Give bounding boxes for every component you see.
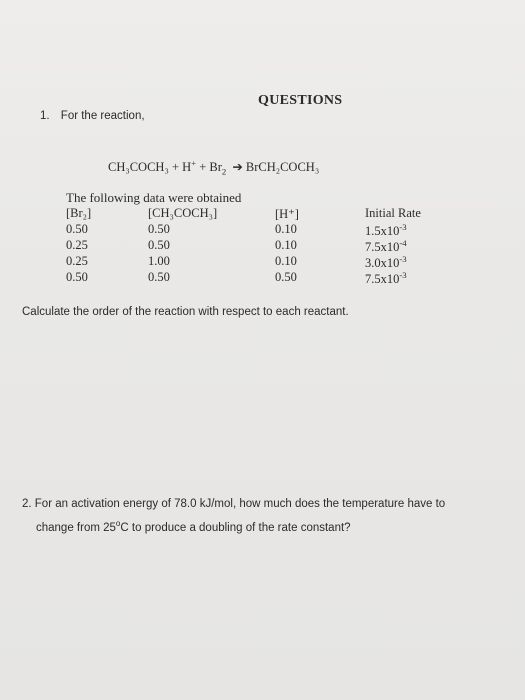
rate-mantissa: 7.5x10 xyxy=(365,272,400,287)
table-cell: 0.10 xyxy=(275,254,297,268)
table-header: [Br₂] xyxy=(66,206,92,220)
question-1-number: 1. xyxy=(40,110,50,122)
table-cell: 0.25 xyxy=(66,238,88,252)
q2-text-start: change from 25 xyxy=(36,521,116,534)
table-cell-rate xyxy=(365,254,407,271)
question-1-instruction: Calculate the order of the reaction with respect to each reactant. xyxy=(22,306,349,318)
table-cell: 0.50 xyxy=(148,222,170,236)
question-1-text: For the reaction, xyxy=(60,110,145,122)
plus-h: + H xyxy=(168,160,192,175)
data-intro: The following data were obtained xyxy=(66,190,242,205)
table-cell-rate xyxy=(365,238,407,255)
br-subscript: 2 xyxy=(221,166,227,177)
table-header: [H⁺] xyxy=(275,207,299,221)
table-cell: 0.50 xyxy=(66,222,88,236)
table-cell: 0.10 xyxy=(275,238,297,252)
reactant-acetone: CH₃COCH₃ xyxy=(108,160,169,175)
table-cell: 0.10 xyxy=(275,222,297,236)
table-header: Initial Rate xyxy=(365,206,421,220)
reaction-equation xyxy=(108,158,319,177)
table-cell: 0.50 xyxy=(148,270,170,284)
question-2-line-2 xyxy=(36,519,351,534)
rate-exponent: -3 xyxy=(399,254,407,264)
h-charge: + xyxy=(191,158,197,168)
rate-mantissa: 3.0x10 xyxy=(365,256,400,271)
table-cell: 0.25 xyxy=(66,254,88,268)
rate-exponent: -3 xyxy=(399,270,407,280)
question-1-prompt xyxy=(40,110,145,122)
table-header: [CH₃COCH₃] xyxy=(148,206,218,220)
q2-text-end: C to produce a doubling of the rate constant? xyxy=(120,521,351,534)
table-cell: 1.00 xyxy=(148,254,170,268)
product-bromoacetone: BrCH₂COCH₃ xyxy=(245,160,320,175)
question-2-line-1: 2. For an activation energy of 78.0 kJ/mol, how much does the temperature have to xyxy=(22,498,446,510)
degree-symbol: o xyxy=(115,519,121,528)
plus-br: + Br xyxy=(196,160,222,175)
rate-exponent: -3 xyxy=(399,222,407,232)
table-cell: 0.50 xyxy=(275,270,297,284)
table-cell: 0.50 xyxy=(148,238,170,252)
page-title: QUESTIONS xyxy=(258,93,343,108)
table-cell: 0.50 xyxy=(66,270,88,284)
rate-mantissa: 7.5x10 xyxy=(365,240,400,255)
table-cell-rate xyxy=(365,222,407,239)
table-cell-rate xyxy=(365,270,407,287)
rate-mantissa: 1.5x10 xyxy=(365,224,400,239)
rate-exponent: -4 xyxy=(399,238,407,248)
arrow-icon: ➔ xyxy=(232,160,243,175)
